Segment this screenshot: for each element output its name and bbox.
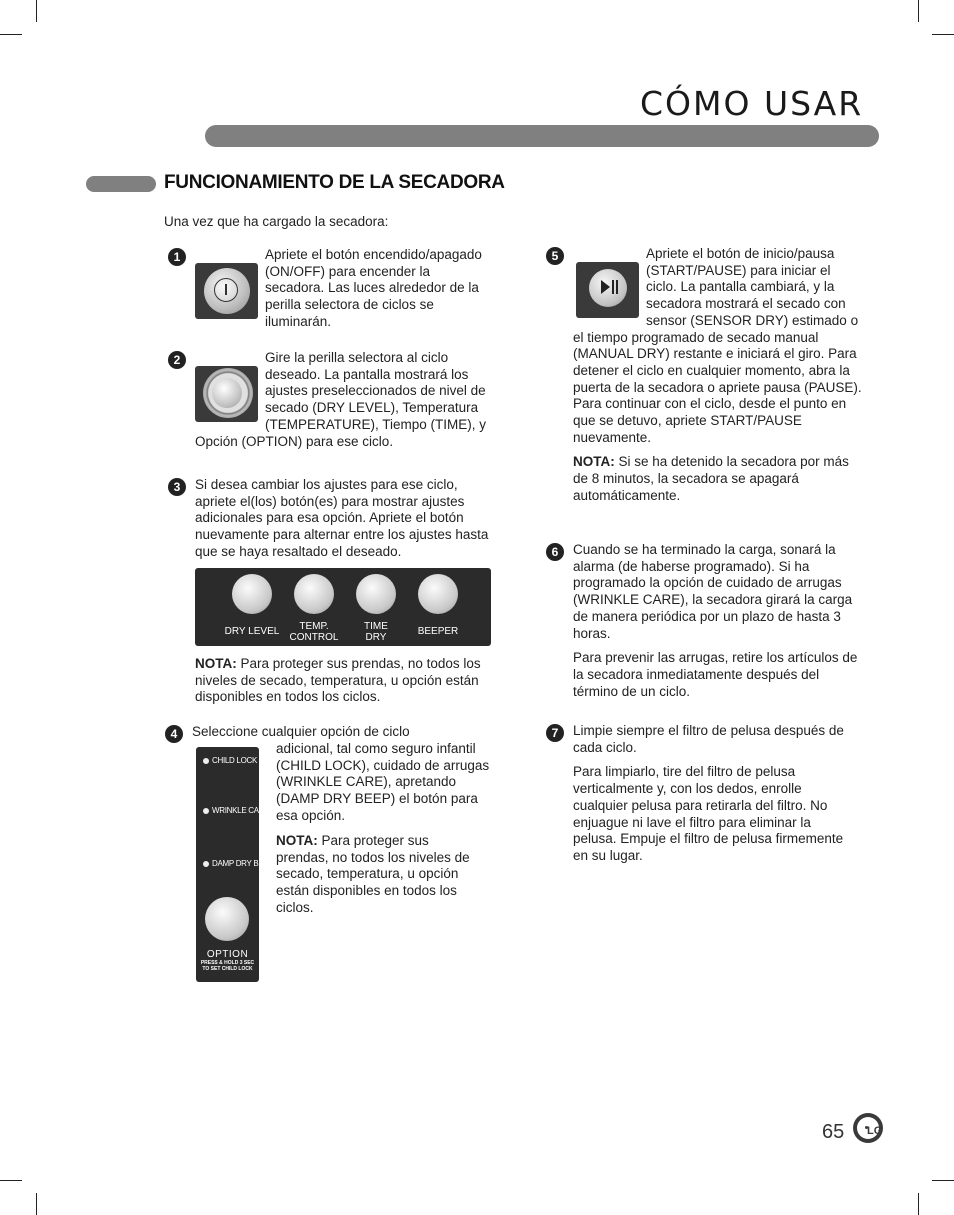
control-panel xyxy=(195,568,491,646)
step-3-note xyxy=(195,656,490,706)
step-number-1: 1 xyxy=(168,248,186,266)
step-2-text: Gire la perilla selectora al ciclo deseado. La pantalla mostrará los ajustes preseleccionados de nivel de secado (DRY LEVEL), Temperatura (TEMPERATURE), Tiempo (TIME), y Opción (OPTION) para ese ciclo. xyxy=(195,350,487,449)
lg-logo-icon: LG xyxy=(853,1113,883,1143)
section-title: FUNCIONAMIENTO DE LA SECADORA xyxy=(164,172,505,193)
option-panel xyxy=(196,747,274,982)
note-text: Para proteger sus prendas, no todos los niveles de secado, temperatura, u opción están disponibles en todos los ciclos. xyxy=(276,833,470,915)
note-label: NOTA: xyxy=(276,833,318,848)
section-pill xyxy=(86,176,156,192)
step-4-text xyxy=(192,724,492,741)
damp-dry-beep-label: DAMP DRY BEEP xyxy=(212,859,274,868)
step-6-text: Cuando se ha terminado la carga, sonará la alarma (de haberse programado). Si ha programado la opción de cuidado de arrugas (WRINKLE CARE), la secadora girará la carga de manera periódica por un plazo de hasta 3 horas. xyxy=(573,542,853,641)
step-1 xyxy=(195,247,485,331)
power-button-icon xyxy=(195,263,258,319)
note-label: NOTA: xyxy=(573,454,615,470)
step-number-5: 5 xyxy=(546,247,564,265)
crop-mark xyxy=(932,1180,954,1181)
step-5 xyxy=(573,246,865,505)
step-6-text-2: Para prevenir las arrugas, retire los artículos de la secadora inmediatamente después del término de un ciclo. xyxy=(573,650,858,699)
step-3-text: Si desea cambiar los ajustes para ese ciclo, apriete el(los) botón(es) para mostrar ajustes adicionales para esa opción. Apriete el botón nuevamente para alternar entre los ajustes hasta que se haya resaltado el deseado. xyxy=(195,477,489,559)
page-number: 65 xyxy=(822,1121,845,1143)
wrinkle-care-label: WRINKLE CARE xyxy=(212,806,270,815)
dry-level-label: DRY LEVEL xyxy=(224,626,280,637)
step-number-3: 3 xyxy=(168,478,186,496)
step-4-note xyxy=(276,833,476,917)
crop-mark xyxy=(36,0,37,22)
child-lock-label: CHILD LOCK xyxy=(212,756,258,765)
crop-mark xyxy=(0,1180,22,1181)
step-number-4: 4 xyxy=(165,725,183,743)
cycle-knob-icon xyxy=(195,366,258,422)
note-text: Si se ha detenido la secadora por más de 8 minutos, la secadora se apagará automáticamente. xyxy=(573,454,849,503)
wrinkle-care-led xyxy=(203,808,209,814)
step-7 xyxy=(573,723,858,865)
crop-mark xyxy=(918,1193,919,1215)
crop-mark xyxy=(918,0,919,22)
title-bar xyxy=(205,125,879,147)
beeper-button[interactable] xyxy=(418,574,458,614)
time-dry-button[interactable] xyxy=(356,574,396,614)
step-5-note xyxy=(573,454,865,504)
crop-mark xyxy=(932,34,954,35)
time-dry-label: TIME DRY xyxy=(364,621,388,643)
note-label: NOTA: xyxy=(195,656,237,671)
step-7-text-2: Para limpiarlo, tire del filtro de pelusa verticalmente y, con los dedos, enrolle cualquier pelusa para retirarla del filtro. No enjuague ni lave el filtro para eliminar la pelusa. Empuje el filtro de pelusa firmemente en su lugar. xyxy=(573,764,844,863)
temp-control-label: TEMP. CONTROL xyxy=(289,621,339,643)
intro-text: Una vez que ha cargado la secadora: xyxy=(164,214,389,229)
dry-level-button[interactable] xyxy=(232,574,272,614)
step-number-7: 7 xyxy=(546,724,564,742)
page-title: CÓMO USAR xyxy=(640,84,864,123)
note-text: Para proteger sus prendas, no todos los niveles de secado, temperatura, u opción están disponibles en todos los ciclos. xyxy=(195,656,481,705)
step-4-body: adicional, tal como seguro infantil (CHILD LOCK), cuidado de arrugas (WRINKLE CARE), apretando (DAMP DRY BEEP) el botón para esa opción. xyxy=(276,741,490,823)
child-lock-led xyxy=(203,758,209,764)
step-number-6: 6 xyxy=(546,543,564,561)
option-button[interactable] xyxy=(205,897,249,941)
step-number-2: 2 xyxy=(168,351,186,369)
step-2 xyxy=(195,350,490,450)
step-5-text: Apriete el botón de inicio/pausa (START/PAUSE) para iniciar el ciclo. La pantalla cambiará, y la secadora mostrará el secado con sensor (SENSOR DRY) estimado o el tiempo programado de secado manual (MANUAL DRY) restante e iniciará el giro. Para detener el ciclo en cualquier momento, abra la puerta de la secadora o apriete pausa (PAUSE). Para continuar con el ciclo, desde el punto en que se detuvo, apriete START/PAUSE nuevamente. xyxy=(573,246,862,445)
beeper-label: BEEPER xyxy=(417,626,459,637)
step-7-text: Limpie siempre el filtro de pelusa después de cada ciclo. xyxy=(573,723,844,755)
option-button-sublabel: PRESS & HOLD 3 SEC TO SET CHILD LOCK xyxy=(200,960,255,972)
step-6 xyxy=(573,542,865,700)
start-pause-icon xyxy=(576,262,639,318)
crop-mark xyxy=(0,34,22,35)
step-1-text: Apriete el botón encendido/apagado (ON/OFF) para encender la secadora. Las luces alrededor de la perilla selectora de ciclos se iluminarán. xyxy=(265,247,482,329)
step-4-lead: Seleccione cualquier opción de ciclo xyxy=(192,724,410,739)
option-button-label: OPTION xyxy=(206,949,249,960)
damp-dry-beep-led xyxy=(203,861,209,867)
crop-mark xyxy=(36,1193,37,1215)
temp-control-button[interactable] xyxy=(294,574,334,614)
